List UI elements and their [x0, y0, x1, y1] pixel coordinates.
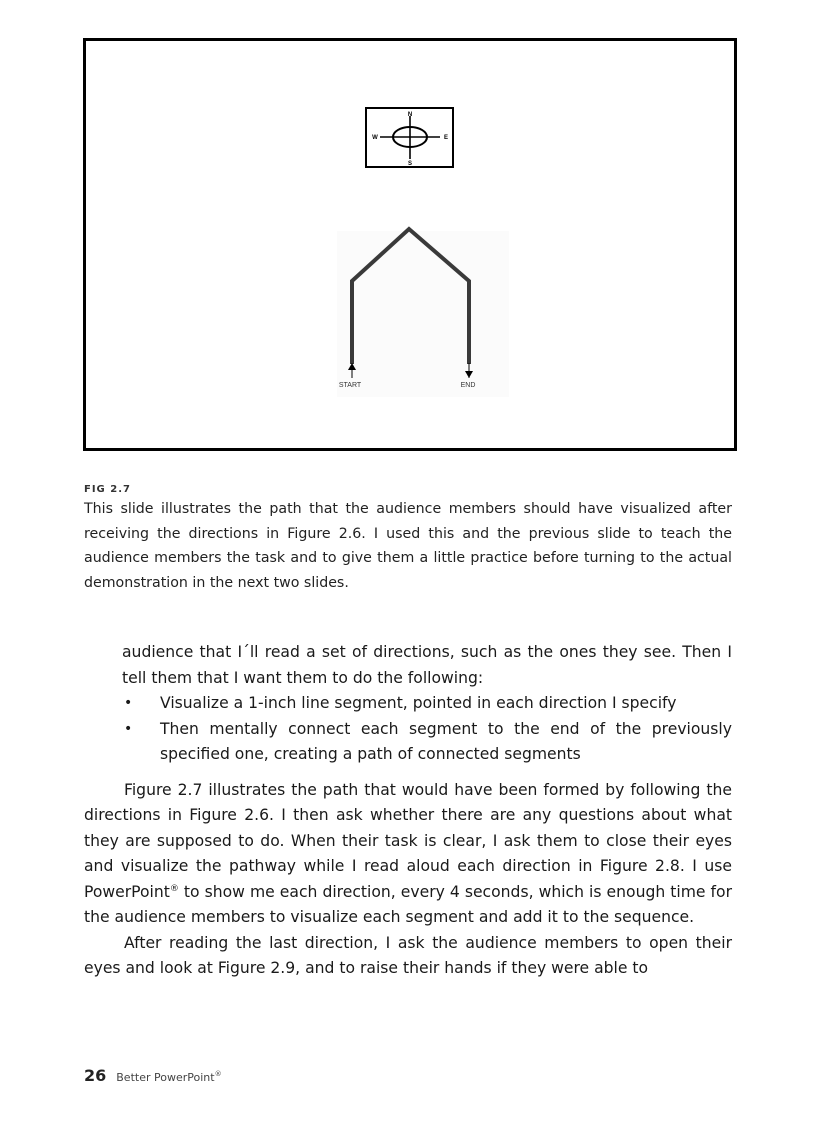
compass-icon: [366, 108, 453, 167]
registered-mark: ®: [214, 1070, 222, 1078]
bullet-icon: •: [124, 695, 133, 711]
book-title-text: Better PowerPoint: [116, 1071, 215, 1084]
end-label: END: [460, 382, 476, 389]
figure-caption: This slide illustrates the path that the audience members should have visualized after receiving the directions in Figure 2.6. I used this and the previous slide to teach the audience members the task and to give them a little practice before turning to the actual demonstration in the next two slides.: [84, 501, 732, 591]
compass-north-label: N: [407, 112, 413, 118]
intro-paragraph: audience that I´ll read a set of directions, such as the ones they see. Then I tell them that I want them to do the following:: [122, 643, 732, 687]
start-label: START: [338, 382, 362, 389]
figure-slide: [83, 38, 737, 451]
body-text: [84, 640, 732, 982]
page-footer: [84, 1066, 222, 1085]
page-number: 26: [84, 1066, 107, 1085]
book-title: [116, 1071, 221, 1084]
path-background: [337, 231, 509, 397]
compass-east-label: E: [443, 135, 449, 141]
list-item-text: Then mentally connect each segment to the end of the previously specified one, creating a path of connected segments: [160, 719, 732, 763]
figure-label: FIG 2.7: [84, 484, 131, 495]
compass-south-label: S: [407, 161, 413, 167]
list-item: [122, 717, 732, 768]
paragraph-text: Figure 2.7 illustrates the path that would have been formed by following the directions in Figure 2.6. I then ask whether there are any questions about what they are supposed to do. When their task is clear, I ask them to close their eyes and visualize the pathway while I read aloud each direction in Figure 2.8. I use PowerPoint: [84, 780, 732, 901]
compass-west-label: W: [372, 135, 378, 141]
path-diagram: [86, 41, 734, 448]
list-item-text: Visualize a 1-inch line segment, pointed in each direction I specify: [160, 694, 677, 712]
registered-mark: ®: [169, 883, 179, 894]
instruction-list: [84, 691, 732, 768]
paragraph: After reading the last direction, I ask the audience members to open their eyes and look at Figure 2.9, and to raise their hands if they were able to: [84, 933, 732, 977]
paragraph-text: to show me each direction, every 4 seconds, which is enough time for the audience members to visualize each segment and add it to the sequence.: [84, 882, 732, 926]
paragraph: [84, 778, 732, 931]
bullet-icon: •: [124, 720, 133, 737]
list-item: [122, 691, 732, 717]
